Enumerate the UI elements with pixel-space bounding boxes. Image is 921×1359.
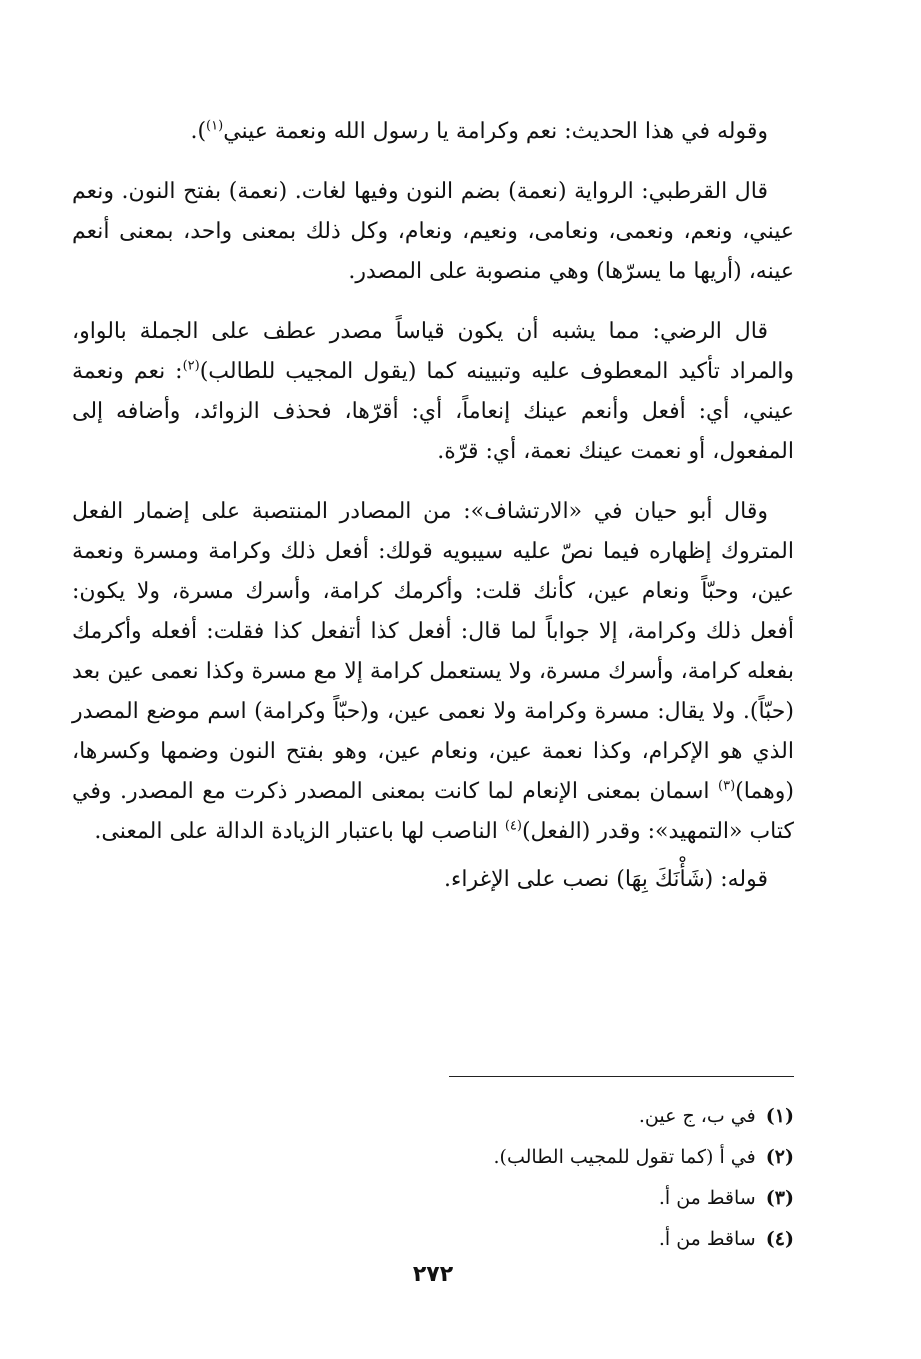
- paragraph-text: اسمان بمعنى الإنعام لما كانت بمعنى المصدر ذكرت مع المصدر. وفي كتاب «التمهيد»: وقدر (الفعل): [72, 779, 794, 844]
- footnotes: [72, 1096, 794, 1260]
- main-text: [72, 112, 794, 900]
- footnote-number: (٣): [765, 1187, 794, 1209]
- paragraph-text: : نعم ونعمة عيني، أي: أفعل وأنعم عينك إنعاماً، أي: أقرّها، فحذف الزوائد، وأضافه إلى المفعول، أو نعمت عينك نعمة، أي: قرّة.: [72, 359, 794, 464]
- paragraph-abu-hayyan: [72, 492, 794, 852]
- footnote-item: [72, 1219, 794, 1260]
- footnote-ref-4: (٤): [504, 818, 522, 834]
- page-number: ٢٧٢: [412, 1262, 454, 1287]
- paragraph-radi: [72, 312, 794, 472]
- footnote-item: [72, 1178, 794, 1219]
- paragraph-ighra: [72, 860, 794, 900]
- paragraph-text: قال الرضي: مما يشبه أن يكون قياساً مصدر عطف على الجملة بالواو، والمراد تأكيد المعطوف عليه وتبيينه كما (يقول المجيب للطالب): [72, 319, 795, 384]
- footnote-item: [72, 1096, 794, 1137]
- paragraph-text: ).: [190, 119, 207, 144]
- paragraph-text: قوله: (شَأْنَكَ بِهَا) نصب على الإغراء.: [444, 867, 768, 892]
- footnote-ref-2: (٢): [182, 358, 200, 374]
- footnote-number: (٢): [765, 1146, 794, 1168]
- footnote-number: (٤): [765, 1228, 794, 1250]
- footnote-text: ساقط من أ.: [658, 1187, 756, 1209]
- footnote-ref-1: (١): [206, 118, 224, 134]
- paragraph-qurtubi: [72, 172, 794, 292]
- footnote-number: (١): [765, 1105, 794, 1127]
- paragraph-hadith-quote: [72, 112, 794, 152]
- footnote-divider: [449, 1076, 794, 1077]
- paragraph-text: وقوله في هذا الحديث: نعم وكرامة يا رسول الله ونعمة عيني: [223, 119, 768, 144]
- footnote-text: في ب، ج عين.: [638, 1105, 756, 1127]
- paragraph-text: الناصب لها باعتبار الزيادة الدالة على المعنى.: [94, 819, 505, 844]
- book-page: [72, 112, 794, 1312]
- footnote-item: [72, 1137, 794, 1178]
- footnote-ref-3: (٣): [718, 778, 736, 794]
- footnote-text: في أ (كما تقول للمجيب الطالب).: [493, 1146, 756, 1168]
- paragraph-text: وقال أبو حيان في «الارتشاف»: من المصادر المنتصبة على إضمار الفعل المتروك إظهاره فيما نصّ عليه سيبويه قولك: أفعل ذلك وكرامة ومسرة ونعمة عين، وحبّاً ونعام عين، كأنك قلت: وأكرمك كرامة، وأسرك مسرة، ولا يكون: أفعل ذلك وكرامة، إلا جواباً لما قال: أفعل كذا أتفعل كذا فقلت: أفعله وأكرمك بفعله كرامة، وأسرك مسرة، ولا يستعمل كرامة إلا مع مسرة وكذا نعمى عين بعد (حبّاً). ولا يقال: مسرة وكرامة ولا نعمى عين، و(حبّاً وكرامة) اسم موضع المصدر الذي هو الإكرام، وكذا نعمة عين، ونعام عين، وهو بفتح النون وضمها وكسرها، (وهما): [72, 499, 794, 804]
- footnote-text: ساقط من أ.: [658, 1228, 756, 1250]
- paragraph-text: قال القرطبي: الرواية (نعمة) بضم النون وفيها لغات. (نعمة) بفتح النون. ونعم عيني، ونعم، ونعمى، ونعامى، ونعيم، ونعام، وكل ذلك بمعنى واحد، بمعنى أنعم عينه، (أريها ما يسرّها) وهي منصوبة على المصدر.: [72, 179, 794, 284]
